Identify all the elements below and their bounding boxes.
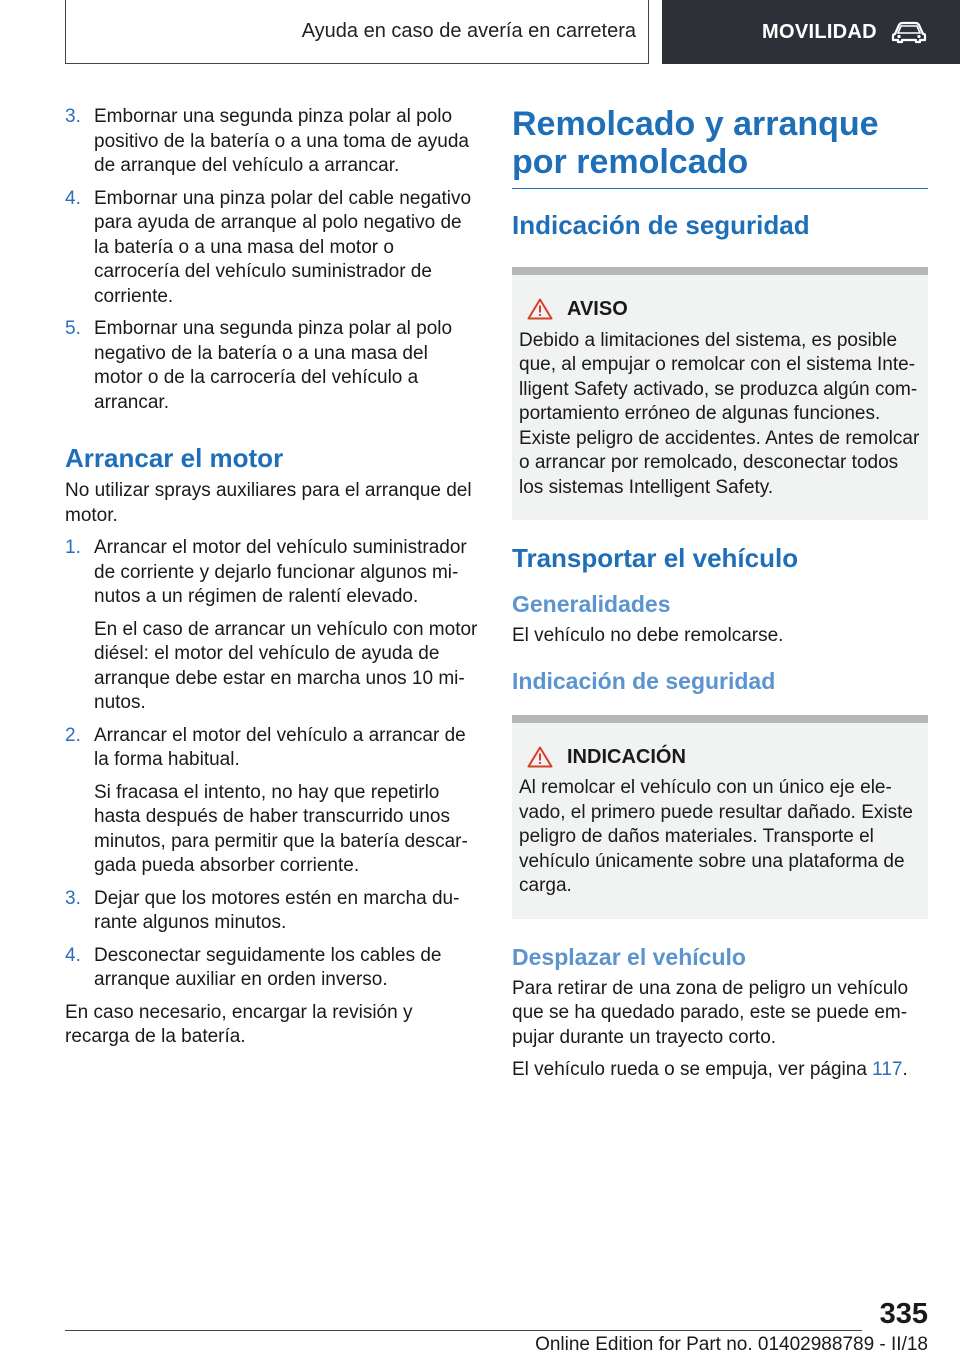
closing-paragraph: En caso necesario, encargar la revisión y recarga de la batería.: [65, 1001, 413, 1047]
step-text: Embornar una segunda pinza polar al polo positivo de la batería o a una toma de ayuda de arranque del vehículo a arrancar.: [94, 106, 469, 176]
step-text: Desconectar seguidamente los cables de arranque auxiliar en orden inverso.: [94, 944, 442, 990]
step-number: 5.: [65, 318, 81, 339]
list-item: [65, 187, 480, 310]
step-text: Arrancar el motor del vehículo suministrador de corriente y dejarlo funcionar algunos minutos a un régimen de ralentí elevado.: [94, 537, 467, 607]
chapter-label: MOVILIDAD: [762, 20, 877, 43]
page-number: 335: [879, 1298, 928, 1330]
step-text: Arrancar el motor del vehículo a arrancar de la forma habitual.: [94, 724, 466, 770]
move-text: Para retirar de una zona de peligro un vehículo que se ha quedado parado, este se puede empujar durante un trayecto corto.: [512, 977, 909, 1048]
list-item: [65, 724, 480, 879]
right-column: [512, 105, 928, 1091]
move-heading: Desplazar el vehículo: [512, 943, 746, 970]
reference-end: .: [902, 1059, 908, 1080]
left-column: [65, 105, 480, 1058]
edition-text: Online Edition for Part no. 01402988789 - II/18: [535, 1334, 928, 1355]
notice-text: Al remolcar el vehículo con un único eje elevado, el primero puede resultar dañado. Existe peligro de daños materiales. Transporte el vehículo únicamente sobre una plataforma de carga.: [519, 777, 913, 896]
page-link[interactable]: 117: [872, 1059, 903, 1080]
chapter-title: Remolcado y arranque por remolcado: [512, 105, 928, 189]
running-header: [65, 0, 649, 64]
info-notice: [512, 715, 928, 919]
notice-label: INDICACIÓN: [567, 745, 686, 768]
step-text: Dejar que los motores estén en marcha durante algunos minutos.: [94, 887, 460, 933]
notice-text: Debido a limitaciones del sistema, es posible que, al empujar o remolcar con el sistema Intelligent Safety activado, se produzca algún comportamiento erróneo de algunas funciones. Existe peligro de accidentes. Antes de remolcar o arrancar por remolcado, desconectar todos los sistemas Intelligent Safety.: [519, 329, 920, 498]
footer-divider: [65, 1330, 862, 1331]
general-heading: Generalidades: [512, 591, 671, 617]
warning-notice: [512, 267, 928, 520]
warning-triangle-icon: [527, 298, 553, 320]
intro-paragraph: No utilizar sprays auxiliares para el arranque del motor.: [65, 480, 472, 526]
list-item: [65, 317, 480, 415]
step-note: Si fracasa el intento, no hay que repetirlo hasta después de haber transcurrido unos minutos, para permitir que la batería descargada pueda absorber corriente.: [94, 781, 468, 876]
safety-heading: Indicación de seguridad: [512, 210, 810, 240]
step-number: 1.: [65, 537, 81, 558]
step-number: 3.: [65, 887, 81, 909]
car-icon: [891, 20, 927, 44]
section-heading: Arrancar el motor: [65, 443, 284, 473]
list-item: [65, 887, 480, 936]
step-number: 3.: [65, 106, 81, 127]
step-number: 2.: [65, 724, 81, 746]
reference-text: El vehículo rueda o se empuja, ver página: [512, 1059, 867, 1080]
step-number: 4.: [65, 944, 81, 966]
step-text: Embornar una pinza polar del cable negativo para ayuda de arranque al polo negativo de la batería o a una masa del motor o carrocería del vehículo suministrador de corriente.: [94, 187, 472, 307]
transport-heading: Transportar el vehículo: [512, 543, 799, 573]
safety-heading-2: Indicación de seguridad: [512, 667, 776, 694]
step-text: Embornar una segunda pinza polar al polo negativo de la batería o a una masa del motor o de la carrocería del vehículo a arrancar.: [94, 318, 453, 413]
chapter-tab: [662, 0, 960, 64]
section-title: Ayuda en caso de avería en carretera: [301, 20, 636, 42]
list-item: [65, 105, 480, 179]
warning-triangle-icon: [527, 746, 553, 768]
page-reference: [512, 1058, 928, 1083]
list-item: [65, 944, 480, 993]
notice-label: AVISO: [567, 298, 628, 320]
list-item: [65, 536, 480, 716]
general-text: El vehículo no debe remolcarse.: [512, 625, 784, 646]
step-number: 4.: [65, 187, 81, 209]
step-note: En el caso de arrancar un vehículo con motor diésel: el motor del vehículo de ayuda de arranque debe estar en marcha unos 10 minutos.: [94, 618, 478, 713]
